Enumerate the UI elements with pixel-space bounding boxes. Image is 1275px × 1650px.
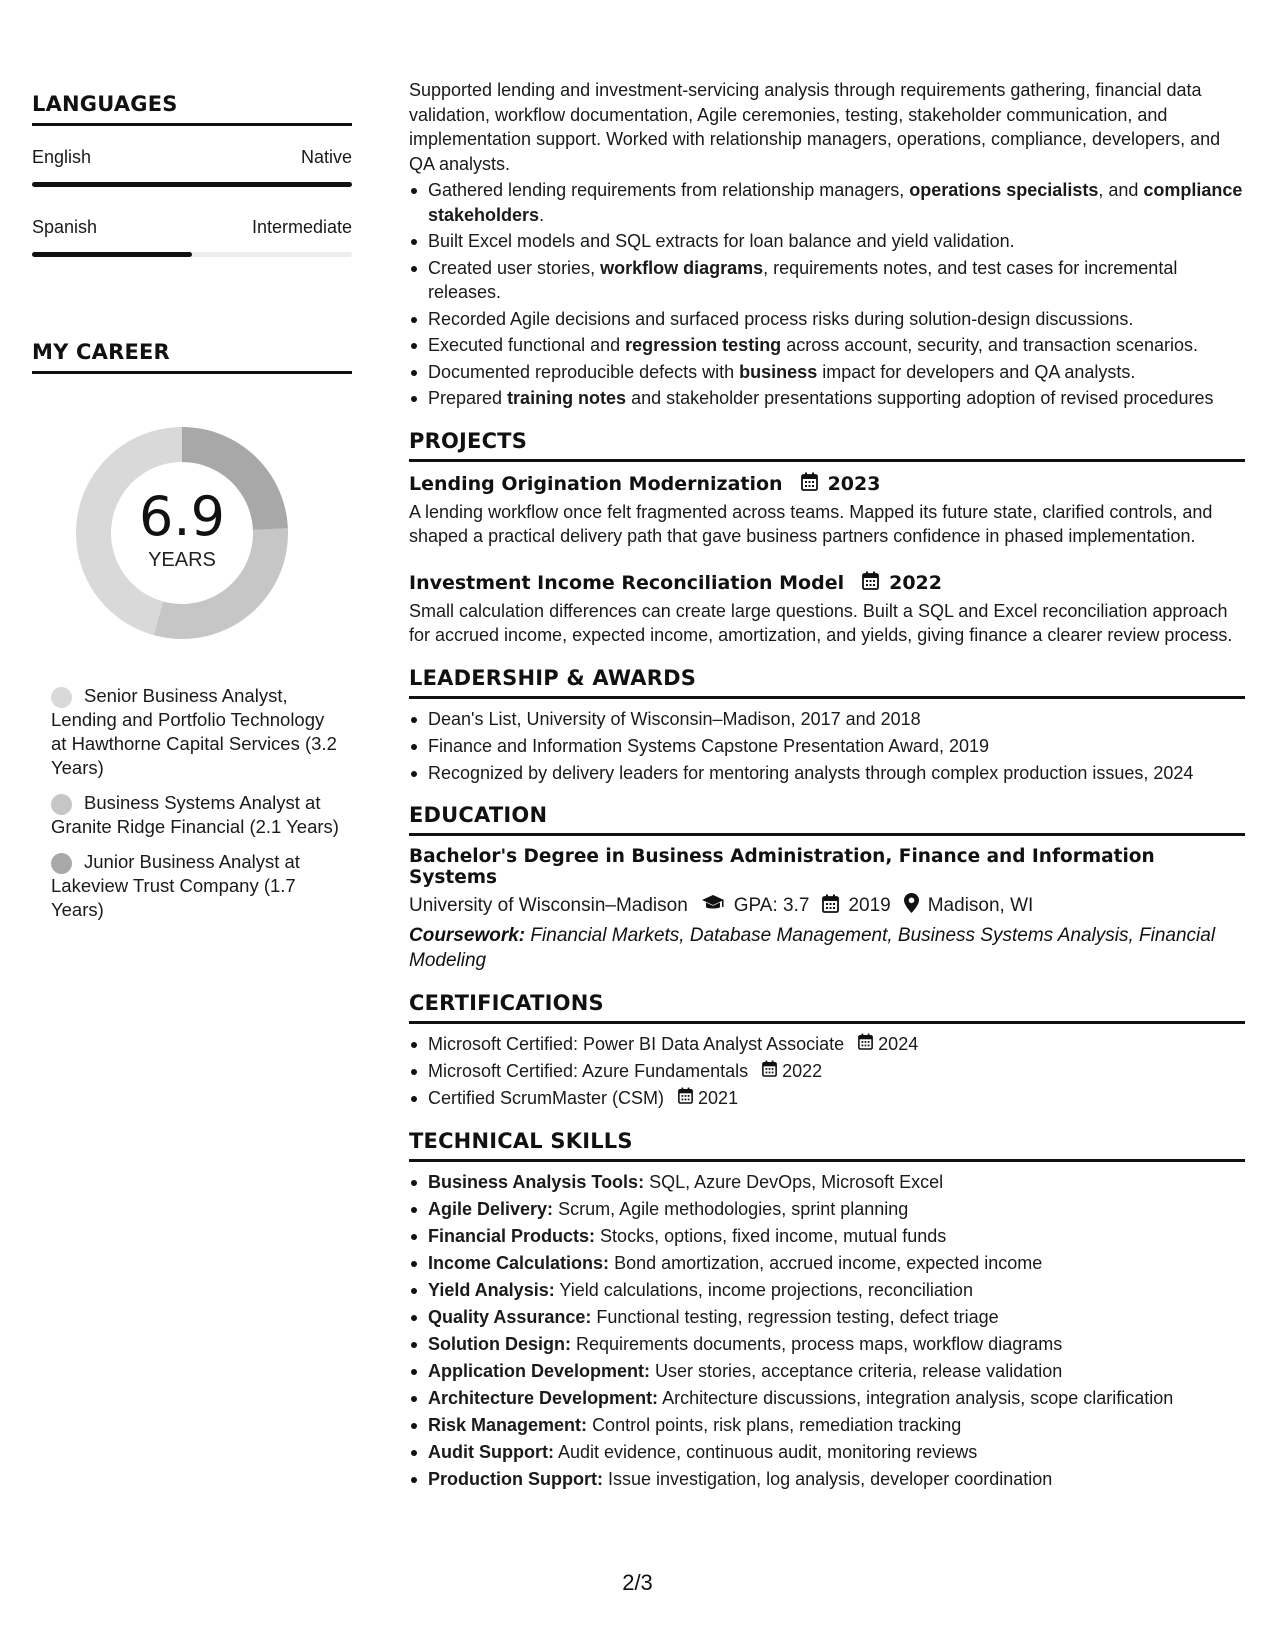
heading-rule	[409, 696, 1245, 699]
career-heading: MY CAREER	[32, 340, 170, 364]
career-role-text: Junior Business Analyst at Lakeview Trust Company (1.7 Years)	[51, 851, 300, 920]
bullet-text: Built Excel models and SQL extracts for loan balance and yield validation.	[428, 231, 1015, 251]
certification-year: 2024	[878, 1034, 919, 1054]
certifications-heading: CERTIFICATIONS	[409, 991, 604, 1015]
school-name: University of Wisconsin–Madison	[409, 895, 688, 916]
school-location: Madison, WI	[927, 895, 1034, 916]
project-title-row	[409, 571, 1245, 595]
skill-label: Audit Support:	[428, 1441, 554, 1462]
certification-year: 2022	[782, 1061, 823, 1081]
graduation-year: 2019	[848, 895, 891, 916]
language-level: Intermediate	[251, 217, 352, 237]
project-year: 2023	[827, 472, 881, 495]
skill-value: Control points, risk plans, remediation tracking	[592, 1414, 962, 1435]
bullet-text: Recorded Agile decisions and surfaced process risks during solution-design discussions.	[428, 308, 1134, 329]
calendar-icon	[762, 1059, 782, 1084]
experience-summary: Supported lending and investment-servicing analysis through requirements gathering, financial data validation, workflow documentation, Agile ceremonies, testing, stakeholder communication, and implementation support. Worked with relationship managers, operations, compliance, developers, and QA analysts.	[409, 80, 1221, 174]
leadership-list	[409, 707, 1245, 786]
skill-label: Financial Products:	[428, 1225, 596, 1246]
certifications-list	[409, 1032, 1245, 1111]
language-name: Spanish	[32, 217, 98, 237]
project-name: Lending Origination Modernization	[409, 472, 783, 495]
projects-heading: PROJECTS	[409, 428, 528, 453]
certification-year: 2021	[698, 1088, 739, 1108]
bullet-text: .	[539, 204, 545, 225]
experience-bullet	[409, 229, 1245, 254]
bullet-emphasis: operations specialists	[909, 180, 1099, 200]
bullet-emphasis: workflow diagrams	[600, 257, 764, 278]
bullet-emphasis: business	[739, 361, 818, 382]
skill-item	[409, 1305, 1245, 1330]
skill-item	[409, 1197, 1245, 1222]
graduation-cap-icon	[701, 894, 725, 918]
skill-item	[409, 1251, 1245, 1276]
education-section	[409, 803, 1245, 973]
project-year: 2022	[889, 571, 942, 594]
skill-value: Bond amortization, accrued income, expected income	[614, 1252, 1043, 1273]
language-item	[32, 126, 352, 196]
skill-label: Production Support:	[428, 1468, 603, 1489]
experience-bullet	[409, 178, 1245, 227]
certification-item	[409, 1059, 1245, 1084]
language-proficiency-bar	[32, 182, 352, 187]
skill-item	[409, 1224, 1245, 1249]
bullet-emphasis: compliance stakeholders	[428, 180, 1243, 225]
career-section	[32, 340, 352, 922]
skill-label: Business Analysis Tools:	[428, 1171, 645, 1192]
bullet-emphasis: regression testing	[625, 335, 782, 355]
experience-bullet	[409, 360, 1245, 385]
language-proficiency-bar	[32, 252, 352, 257]
skill-value: Scrum, Agile methodologies, sprint planning	[558, 1198, 909, 1219]
list-item: Recognized by delivery leaders for mentoring analysts through complex production issues, 2024	[409, 761, 1245, 786]
page-number: 2/3	[622, 1570, 653, 1595]
skill-value: Stocks, options, fixed income, mutual funds	[600, 1225, 947, 1246]
heading-rule	[32, 371, 352, 374]
skill-item	[409, 1332, 1245, 1357]
career-legend-item	[51, 850, 341, 922]
map-pin-icon	[904, 893, 919, 919]
experience-bullet	[409, 307, 1245, 332]
skill-item	[409, 1170, 1245, 1195]
language-level: Native	[300, 147, 352, 167]
experience-bullet	[409, 333, 1245, 358]
gpa: GPA: 3.7	[733, 895, 810, 916]
skill-label: Application Development:	[428, 1360, 651, 1381]
total-years-unit: YEARS	[148, 549, 216, 571]
skill-item	[409, 1413, 1245, 1438]
bullet-text: impact for developers and QA analysts.	[817, 361, 1136, 382]
bullet-text: , and	[1098, 180, 1144, 200]
skill-label: Architecture Development:	[428, 1387, 659, 1408]
skill-item	[409, 1467, 1245, 1492]
career-legend-item	[51, 684, 341, 780]
list-item: Dean's List, University of Wisconsin–Madison, 2017 and 2018	[409, 707, 1245, 732]
heading-rule	[409, 1159, 1245, 1162]
experience-bullet	[409, 256, 1245, 305]
skill-label: Income Calculations:	[428, 1252, 610, 1273]
leadership-section	[409, 666, 1245, 786]
skill-value: Architecture discussions, integration analysis, scope clarification	[662, 1387, 1174, 1408]
language-proficiency-fill	[32, 252, 192, 257]
project-description: Small calculation differences can create large questions. Built a SQL and Excel reconciliation approach for accrued income, expected income, amortization, and yields, giving finance a clearer review process.	[409, 600, 1233, 645]
languages-section	[32, 92, 352, 266]
skill-item	[409, 1278, 1245, 1303]
degree-title: Bachelor's Degree in Business Administration, Finance and Information Systems	[409, 846, 1155, 888]
bullet-text: Gathered lending requirements from relationship managers,	[428, 180, 910, 200]
project-title-row	[409, 472, 1245, 496]
skill-label: Solution Design:	[428, 1333, 571, 1354]
skill-label: Yield Analysis:	[428, 1279, 555, 1300]
language-proficiency-fill	[32, 182, 352, 187]
coursework-list: Financial Markets, Database Management, Business Systems Analysis, Financial Modeling	[409, 925, 1216, 971]
skill-value: Requirements documents, process maps, workflow diagrams	[576, 1333, 1063, 1354]
skill-value: SQL, Azure DevOps, Microsoft Excel	[649, 1171, 944, 1192]
bullet-text: and stakeholder presentations supporting adoption of revised procedures	[626, 388, 1214, 408]
skills-list	[409, 1170, 1245, 1492]
skill-item	[409, 1359, 1245, 1384]
language-name: English	[32, 147, 92, 167]
calendar-icon	[678, 1086, 698, 1111]
skill-item	[409, 1440, 1245, 1465]
experience-section	[409, 78, 1245, 411]
bullet-text: Created user stories,	[428, 257, 601, 278]
skill-value: Audit evidence, continuous audit, monitoring reviews	[557, 1441, 978, 1462]
legend-dot	[51, 794, 72, 815]
heading-rule	[409, 459, 1245, 462]
legend-dot	[51, 687, 72, 708]
legend-dot	[51, 853, 72, 874]
leadership-heading: LEADERSHIP & AWARDS	[409, 665, 697, 690]
total-years-value: 6.9	[139, 485, 225, 548]
languages-heading: LANGUAGES	[32, 92, 178, 116]
skill-value: Yield calculations, income projections, reconciliation	[559, 1279, 973, 1300]
career-legend	[51, 684, 341, 922]
skill-value: Issue investigation, log analysis, developer coordination	[608, 1468, 1053, 1489]
skill-label: Risk Management:	[428, 1414, 588, 1435]
bullet-emphasis: training notes	[507, 388, 627, 408]
certifications-section	[409, 991, 1245, 1111]
coursework-label: Coursework:	[409, 925, 526, 946]
bullet-text: , requirements notes, and test cases for incremental releases.	[428, 257, 1178, 302]
main-content	[409, 78, 1245, 1494]
career-legend-item	[51, 791, 341, 839]
bullet-text: Prepared	[428, 388, 508, 408]
calendar-icon	[858, 1032, 878, 1057]
skills-heading: TECHNICAL SKILLS	[409, 1128, 633, 1153]
certification-name: Certified ScrumMaster (CSM)	[428, 1088, 665, 1108]
skill-value: Functional testing, regression testing, defect triage	[596, 1306, 999, 1327]
project-description: A lending workflow once felt fragmented across teams. Mapped its future state, clarified controls, and shaped a practical delivery path that gave business partners confidence in phased implementation.	[409, 501, 1213, 546]
calendar-icon	[862, 571, 879, 595]
skill-label: Agile Delivery:	[428, 1198, 554, 1219]
education-heading: EDUCATION	[409, 803, 548, 827]
skill-label: Quality Assurance:	[428, 1306, 592, 1327]
certification-name: Microsoft Certified: Power BI Data Analyst Associate	[428, 1034, 845, 1054]
certification-name: Microsoft Certified: Azure Fundamentals	[428, 1061, 749, 1081]
heading-rule	[409, 1021, 1245, 1024]
language-item	[32, 196, 352, 266]
certification-item	[409, 1032, 1245, 1057]
sidebar	[32, 92, 352, 933]
calendar-icon	[801, 472, 818, 496]
experience-bullet	[409, 386, 1245, 411]
career-role-text: Senior Business Analyst, Lending and Portfolio Technology at Hawthorne Capital Services (3.2 Years)	[51, 685, 337, 778]
skill-value: User stories, acceptance criteria, release validation	[655, 1360, 1063, 1381]
bullet-text: across account, security, and transaction scenarios.	[781, 335, 1199, 355]
skills-section	[409, 1129, 1245, 1492]
project-name: Investment Income Reconciliation Model	[409, 571, 845, 594]
bullet-text: Executed functional and	[428, 335, 626, 355]
projects-section	[409, 429, 1245, 648]
coursework	[409, 924, 1245, 973]
career-donut-chart	[67, 418, 297, 648]
certification-item	[409, 1086, 1245, 1111]
career-role-text: Business Systems Analyst at Granite Ridge Financial (2.1 Years)	[51, 792, 339, 837]
bullet-text: Documented reproducible defects with	[428, 361, 740, 382]
list-item: Finance and Information Systems Capstone Presentation Award, 2019	[409, 734, 1245, 759]
calendar-icon	[822, 894, 839, 919]
education-meta-row	[409, 893, 1245, 919]
experience-bullets	[409, 178, 1245, 411]
heading-rule	[409, 833, 1245, 836]
donut-center	[67, 418, 297, 648]
skill-item	[409, 1386, 1245, 1411]
